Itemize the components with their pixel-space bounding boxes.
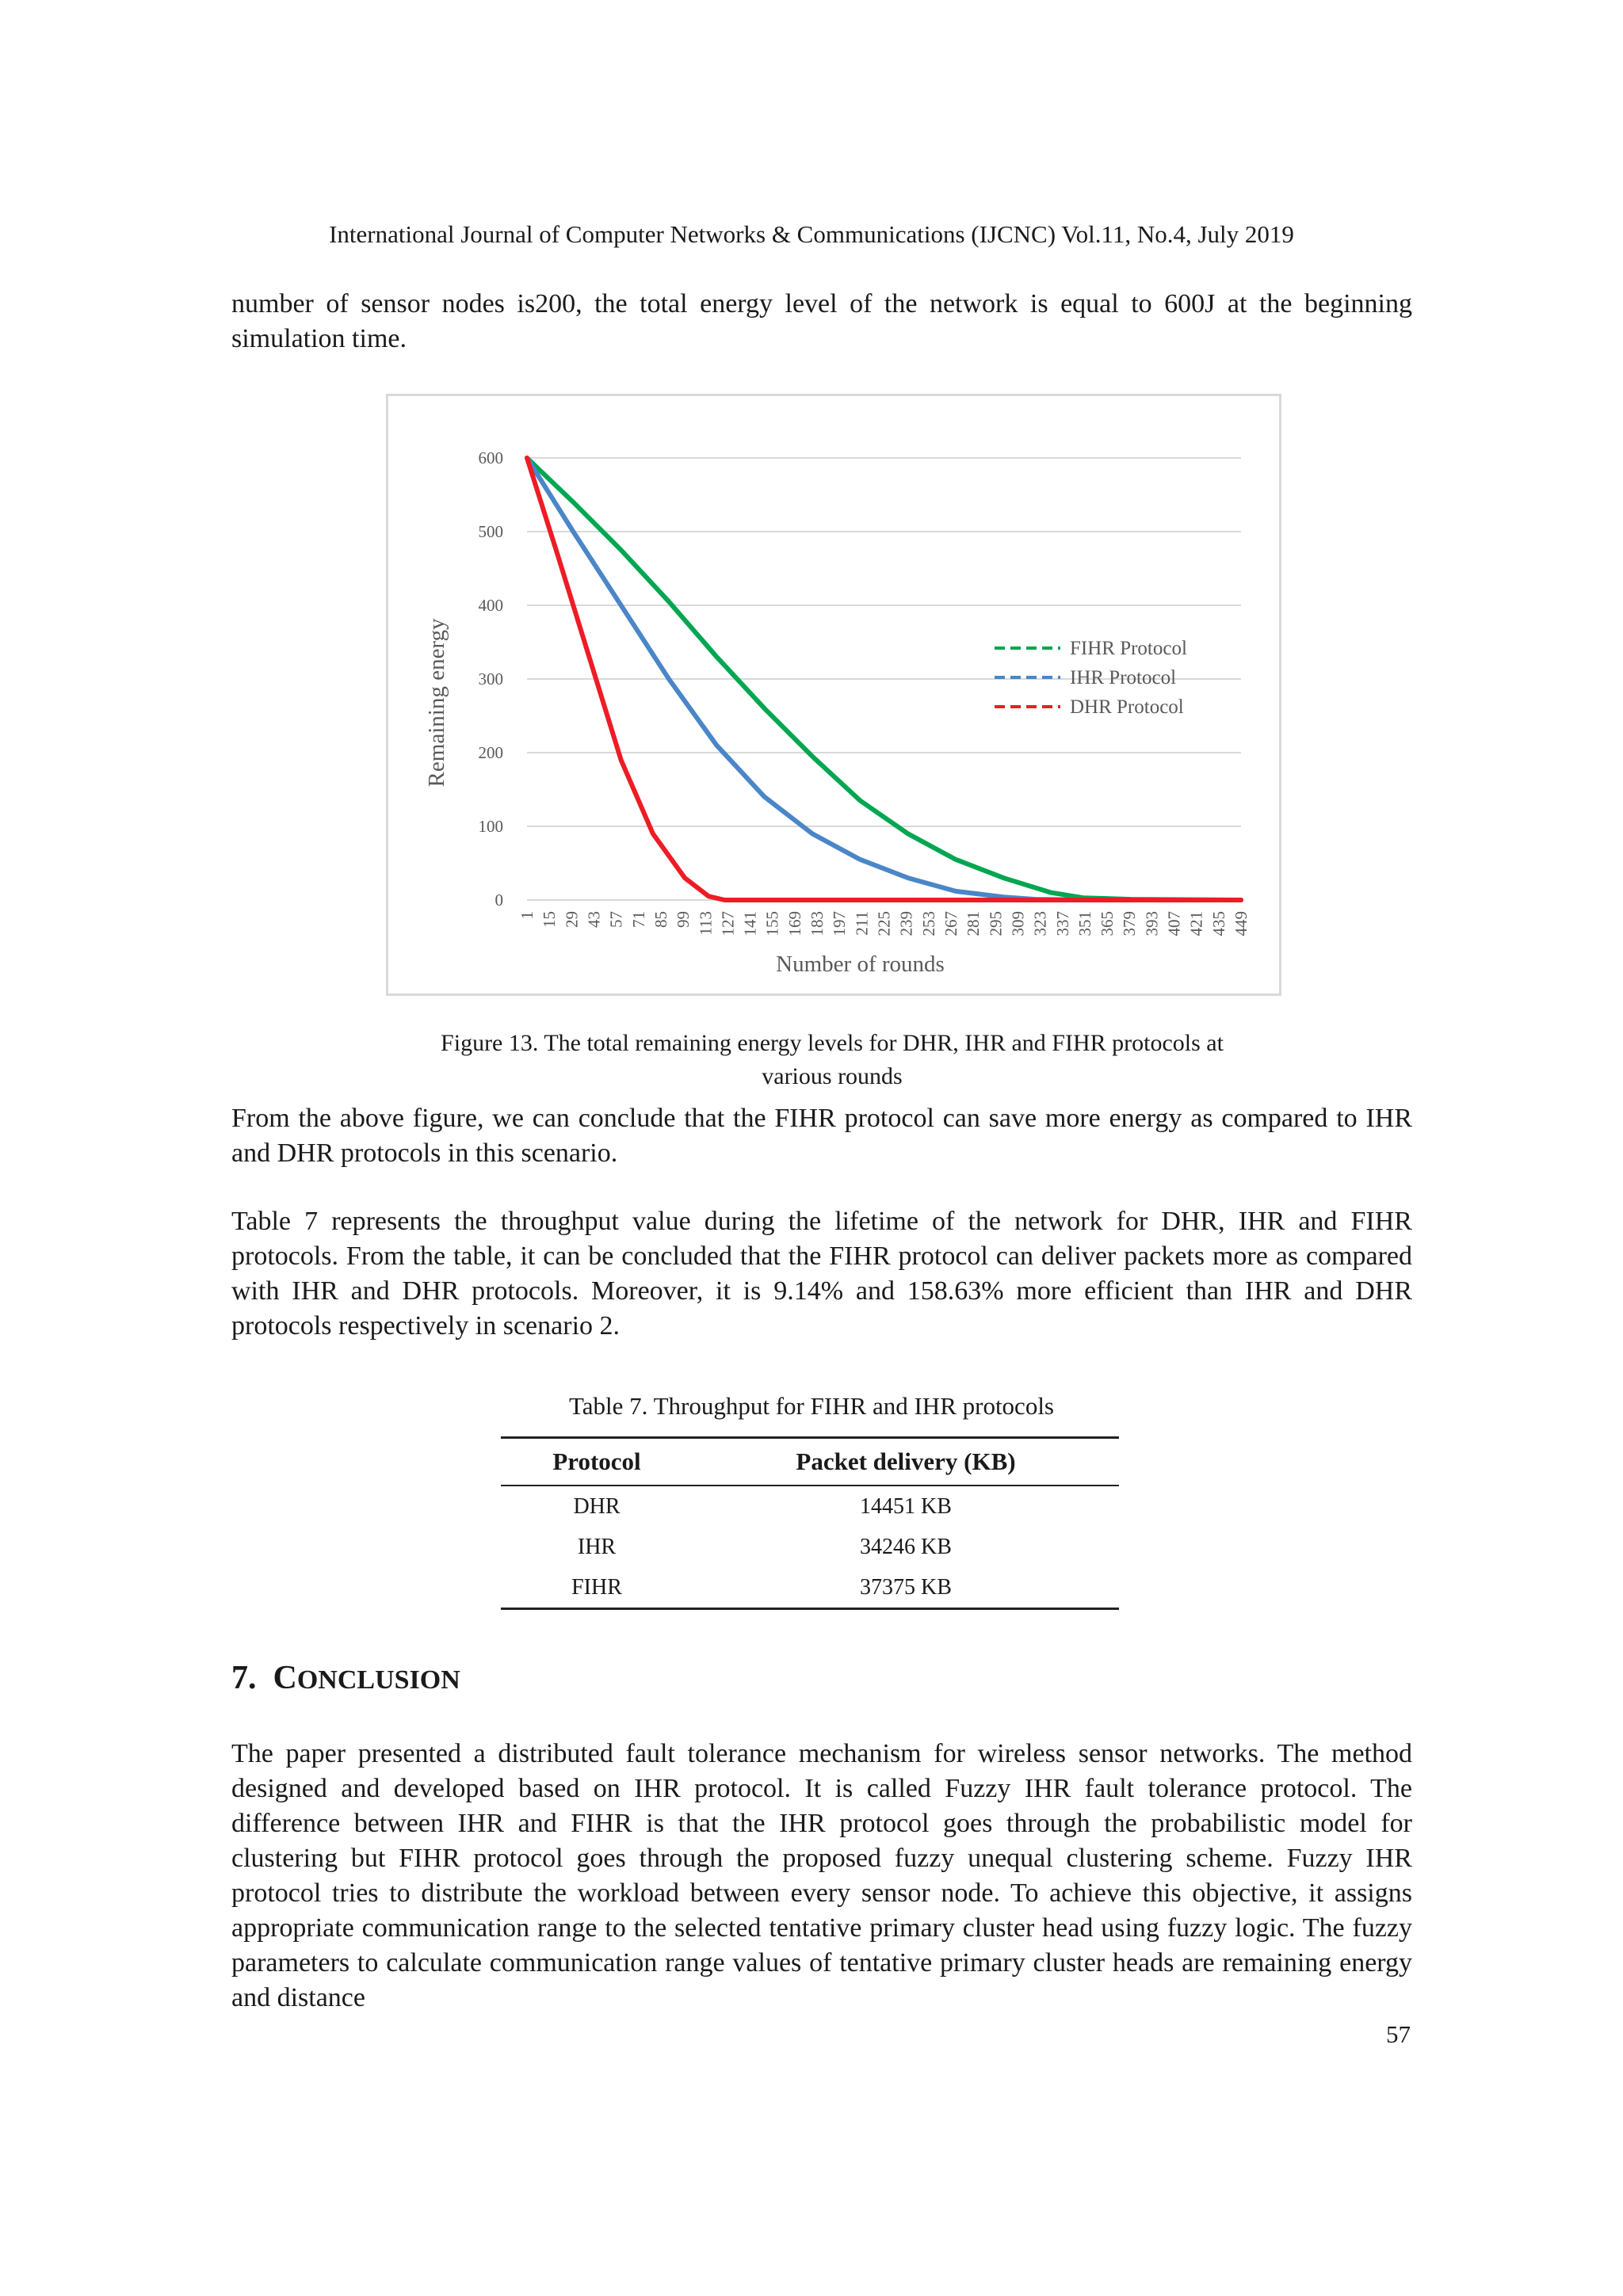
y-tick-label: 600 bbox=[478, 448, 503, 467]
x-tick-label: 113 bbox=[696, 911, 716, 936]
x-tick-label: 351 bbox=[1075, 911, 1094, 936]
section-title-initial: C bbox=[273, 1660, 297, 1696]
conclusion-paragraph: The paper presented a distributed fault tolerance mechanism for wireless sensor networks. The method designed and developed based on IHR protocol. It is called Fuzzy IHR fault tolerance protocol. The difference between IHR and FIHR is that the IHR protocol goes through the probabilistic model for clustering but FIHR protocol goes through the proposed fuzzy unequal clustering scheme. Fuzzy IHR protocol tries to distribute the workload between every sensor node. To achieve this objective, it assigns appropriate communication range to the selected tentative primary cluster head using fuzzy logic. The fuzzy parameters to calculate communication range values of tentative primary cluster heads are remaining energy and distance bbox=[231, 1739, 1412, 2012]
x-tick-label: 323 bbox=[1030, 911, 1050, 936]
x-tick-label: 29 bbox=[562, 911, 582, 928]
x-tick-label: 295 bbox=[986, 911, 1006, 936]
x-tick-label: 127 bbox=[718, 911, 738, 936]
x-tick-label: 169 bbox=[785, 911, 804, 936]
throughput-table bbox=[501, 1436, 1119, 1610]
section-number: 7. bbox=[231, 1660, 257, 1696]
y-tick-label: 400 bbox=[478, 596, 503, 615]
x-tick-label: 379 bbox=[1120, 911, 1140, 936]
table-discussion-paragraph: Table 7 represents the throughput value during the lifetime of the network for DHR, IHR and FIHR protocols. From the table, it can be concluded that the FIHR protocol can deliver packets more as compared with IHR and DHR protocols. Moreover, it is 9.14% and 158.63% more efficient than IHR and DHR protocols respectively in scenario 2. bbox=[231, 1207, 1412, 1341]
table-cell-delivery: 37375 KB bbox=[693, 1567, 1119, 1609]
x-tick-label: 1 bbox=[517, 911, 537, 920]
figure-caption-line2: various rounds bbox=[762, 1063, 903, 1089]
y-tick-label: 0 bbox=[495, 891, 503, 910]
x-tick-label: 155 bbox=[762, 911, 782, 936]
table-row bbox=[501, 1527, 1119, 1567]
x-tick-label: 225 bbox=[874, 911, 894, 936]
x-tick-label: 435 bbox=[1209, 911, 1228, 936]
x-tick-label: 141 bbox=[740, 911, 760, 936]
x-tick-label: 281 bbox=[964, 911, 983, 936]
x-tick-label: 197 bbox=[830, 911, 850, 936]
x-tick-label: 43 bbox=[584, 911, 604, 928]
section-heading bbox=[231, 1659, 460, 1697]
y-tick-label: 500 bbox=[478, 522, 503, 541]
figure-caption bbox=[317, 1027, 1347, 1093]
x-axis-label: Number of rounds bbox=[776, 952, 945, 977]
table-header-row bbox=[501, 1438, 1119, 1486]
x-tick-label: 85 bbox=[651, 911, 670, 928]
x-tick-label: 337 bbox=[1052, 911, 1072, 936]
x-tick-label: 421 bbox=[1186, 911, 1206, 936]
header-packet-delivery: Packet delivery (KB) bbox=[693, 1438, 1119, 1486]
figure-caption-line1: Figure 13. The total remaining energy levels for DHR, IHR and FIHR protocols at bbox=[441, 1030, 1224, 1056]
header-protocol: Protocol bbox=[501, 1438, 693, 1486]
table-row bbox=[501, 1567, 1119, 1609]
table-cell-protocol: FIHR bbox=[501, 1567, 693, 1609]
x-tick-label: 15 bbox=[540, 911, 559, 928]
table-cell-delivery: 34246 KB bbox=[860, 1534, 952, 1559]
x-tick-label: 449 bbox=[1232, 911, 1251, 936]
table-cell-delivery: 14451 KB bbox=[860, 1493, 952, 1519]
legend-label: IHR Protocol bbox=[1070, 667, 1177, 688]
x-tick-label: 99 bbox=[674, 911, 693, 928]
table-caption: Table 7. Throughput for FIHR and IHR protocols bbox=[568, 1392, 1054, 1420]
x-tick-label: 393 bbox=[1142, 911, 1162, 936]
page-number: 57 bbox=[1386, 2020, 1411, 2048]
y-tick-label: 200 bbox=[478, 743, 503, 762]
x-tick-label: 253 bbox=[918, 911, 938, 936]
x-tick-label: 183 bbox=[808, 911, 827, 936]
legend-label: DHR Protocol bbox=[1070, 696, 1184, 718]
x-tick-label: 57 bbox=[606, 911, 626, 928]
table-cell-protocol: IHR bbox=[577, 1534, 617, 1559]
x-tick-label: 267 bbox=[941, 911, 960, 936]
x-tick-label: 407 bbox=[1164, 911, 1184, 936]
figure-13 bbox=[386, 394, 1281, 996]
y-tick-label: 100 bbox=[478, 817, 503, 836]
legend-label: FIHR Protocol bbox=[1070, 638, 1187, 659]
table-cell-protocol: DHR bbox=[573, 1493, 621, 1519]
y-axis-label: Remaining energy bbox=[424, 618, 449, 788]
y-tick-label: 300 bbox=[478, 669, 503, 688]
x-tick-label: 239 bbox=[896, 911, 916, 936]
x-tick-label: 211 bbox=[852, 911, 872, 936]
intro-paragraph: number of sensor nodes is200, the total energy level of the network is equal to 600J at the beginning simulation time. bbox=[231, 289, 1412, 353]
energy-line-chart bbox=[388, 396, 1279, 994]
section-title-rest: ONCLUSION bbox=[296, 1665, 460, 1695]
figure-conclusion-paragraph: From the above figure, we can conclude that the FIHR protocol can save more energy as compared to IHR and DHR protocols in this scenario. bbox=[231, 1104, 1412, 1168]
x-tick-label: 71 bbox=[628, 911, 648, 928]
journal-header: International Journal of Computer Networks & Communications (IJCNC) Vol.11, No.4, July 2019 bbox=[329, 220, 1294, 248]
x-tick-label: 365 bbox=[1098, 911, 1117, 936]
x-tick-label: 309 bbox=[1008, 911, 1028, 936]
table-row bbox=[501, 1486, 1119, 1527]
